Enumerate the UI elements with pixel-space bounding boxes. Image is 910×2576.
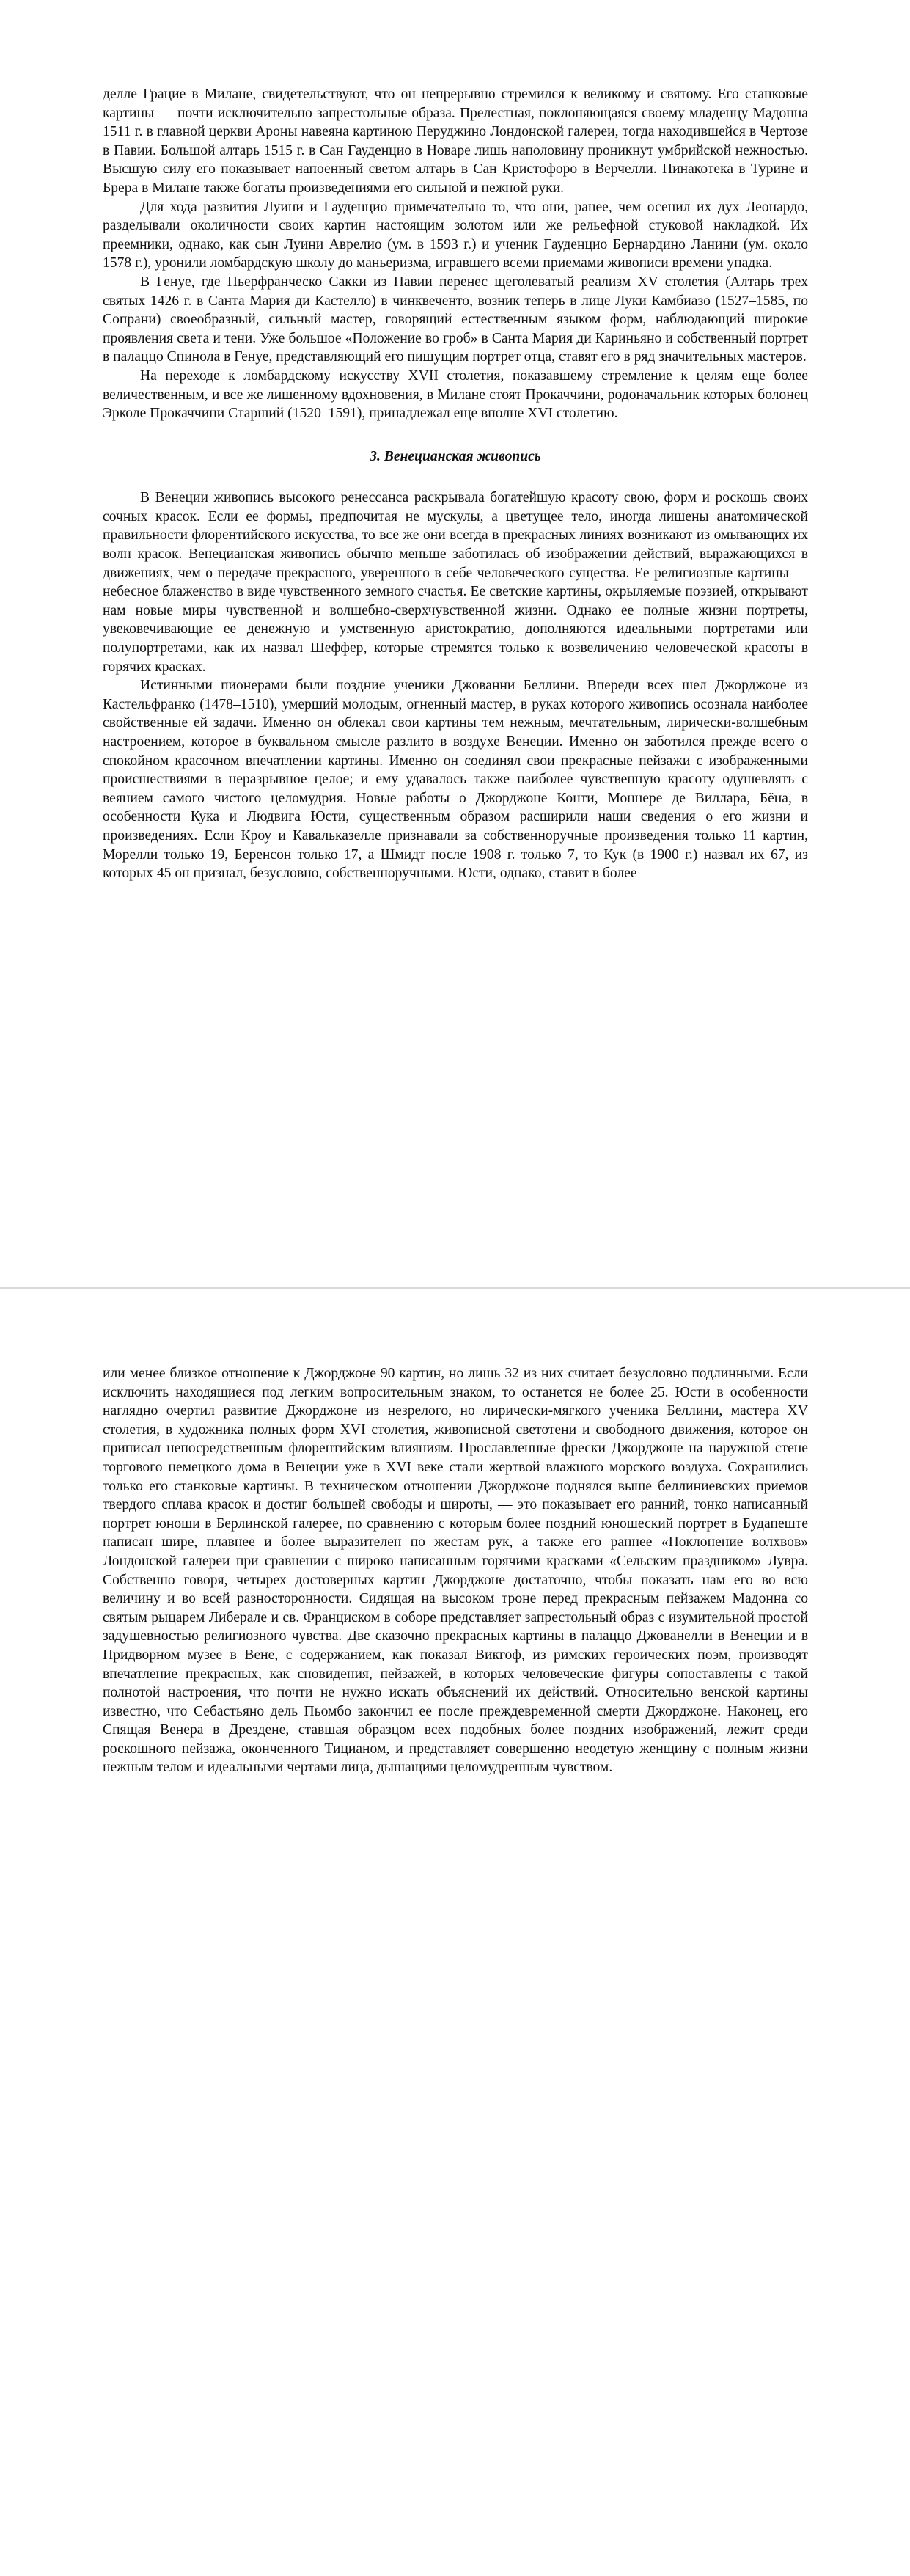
section-heading: 3. Венецианская живопись	[370, 448, 541, 464]
paragraph: В Венеции живопись высокого ренессанса раскрывала богатейшую красоту свою, форм и роскошь своих сочных красок. Если ее формы, предпочитая не мускулы, а цветущее тело, иногда лишены анатомической правильности флорентийского искусства, то все же они всегда в прекрасных линиях возникают из омывающих их волн красок. Венецианская живопись обычно меньше заботилась об изображении действий, выражающихся в движениях, чем о передаче прекрасного, уверенного в себе человеческого существа. Ее религиозные картины — небесное блаженство в виде чувственного земного счастья. Ее светские картины, окрыляемые поэзией, открывают нам новые миры чувственной и волшебно-сверхчувственной жизни. Однако ее полные жизни портреты, увековечивающие ее денежную и умственную аристократию, дополняются идеальными портретами или полупортретами, как их назвал Шеффер, которые стремятся только к возвеличению человеческой красоты в горячих красках.	[103, 490, 808, 675]
paragraph: или менее близкое отношение к Джорджоне 90 картин, но лишь 32 из них считает безусловно подлинными. Если исключить находящиеся под легким вопросительным знаком, то останется не более 25. Юсти в особенности наглядно очертил развитие Джорджоне из незрелого, но лирически-мягкого ученика Беллини, мастера XV столетия, в художника полных форм XVI столетия, живописной светотени и свободного движения, которое он приписал непосредственным флорентийским влияниям. Прославленные фрески Джорджоне на наружной стене торгового немецкого дома в Венеции уже в XVI веке стали жертвой влажного морского воздуха. Сохранились только его станковые картины. В техническом отношении Джорджоне поднялся выше беллиниевских приемов твердого сплава красок и достиг большей свободы и широты, — это показывает его ранний, тонко написанный портрет юноши в Берлинской галерее, по сравнению с которым более поздний юношеский портрет в Будапеште написан шире, плавнее и более выразителен по жестам рук, а также его раннее «Поклонение волхвов» Лондонской галереи при сравнении с широко написанным горячими красками «Сельским праздником» Лувра. Собственно говоря, четырех достоверных картин Джорджоне достаточно, чтобы показать нам его во всю величину и во всей разносторонности. Сидящая на высоком троне перед прекрасным пейзажем Мадонна со святым рыцарем Либерале и св. Франциском в соборе представляет запрестольный образ с изумительной простой задушевностью религиозного чувства. Две сказочно прекрасных картины в палаццо Джованелли в Венеции и в Придворном музее в Вене, с содержанием, как показал Викгоф, из римских героических поэм, производят впечатление прекрасных, как сновидения, пейзажей, в которых человеческие фигуры сопоставлены с такой полнотой настроения, что почти не нужно искать объяснений их действий. Относительно венской картины известно, что Себастьяно дель Пьомбо закончил ее после преждевременной смерти Джорджоне. Наконец, его Спящая Венера в Дрездене, ставшая образцом всех подобных более поздних изображений, лежит среди роскошного пейзажа, оконченного Тицианом, и представляет совершенно неодетую женщину с полным жизни нежным телом и идеальными чертами лица, дышащими целомудренным чувством.	[103, 1366, 808, 1776]
paragraph: Для хода развития Луини и Гауденцио примечательно то, что они, ранее, чем осенил их дух Леонардо, разделывали околичности своих картин настоящим золотом или же рельефной стуковой накладкой. Их преемники, однако, как сын Луини Аврелио (ум. в 1593 г.) и ученик Гауденцио Бернардино Ланини (ум. около 1578 г.), уронили ломбардскую школу до маньеризма, игравшего всеми приемами живописи времени упадка.	[103, 199, 808, 271]
paragraph: В Генуе, где Пьерфранческо Сакки из Павии перенес щеголеватый реализм XV столетия (Алтарь трех святых 1426 г. в Санта Мария ди Кастелло) в чинквеченто, возник теперь в лице Луки Камбиазо (1527–1585, по Сопрани) своеобразный, сильный мастер, говорящий естественным языком форм, наблюдающий широкие проявления света и тени. Уже большое «Положение во гроб» в Санта Мария ди Кариньяно и собственный портрет в палаццо Спинола в Генуе, представляющий его пишущим портрет отца, ставят его в ряд значительных мастеров.	[103, 274, 808, 365]
paragraph: Истинными пионерами были поздние ученики Джованни Беллини. Впереди всех шел Джорджоне из Кастельфранко (1478–1510), умерший молодым, огненный мастер, в руках которого живопись осознала наиболее свойственные ей задачи. Именно он облекал свои картины тем нежным, мечтательным, лирически-волшебным настроением, которое в буквальном смысле разлито в воздухе Венеции. Именно он заботился прежде всего о спокойном красочном впечатлении картины. Именно он соединял свои прекрасные пейзажи с изображенными происшествиями в неразрывное целое; и ему удавалось также наиболее чувственную красоту одушевлять с веянием самого чистого целомудрия. Новые работы о Джорджоне Конти, Моннере де Виллара, Бёна, в особенности Кука и Людвига Юсти, существенным образом расширили наши сведения о его жизни и произведениях. Если Кроу и Кавальказелле признавали за собственноручные произведения только 11 картин, Морелли только 19, Беренсон только 17, а Шмидт после 1908 г. только 7, то Кук (в 1900 г.) назвал их 67, из которых 45 он признал, безусловно, собственноручными. Юсти, однако, ставит в более	[103, 678, 808, 882]
paragraph: На переходе к ломбардскому искусству XVII столетия, показавшему стремление к целям еще более величественным, и все же лишенному вдохновения, в Милане стоят Прокаччини, родоначальник которых болонец Эрколе Прокаччини Старший (1520–1591), принадлежал еще вполне XVI столетию.	[103, 367, 808, 422]
page-2-text	[103, 1364, 808, 1777]
page-1-text	[103, 85, 808, 883]
paragraph: делле Грацие в Милане, свидетельствуют, что он непрерывно стремился к великому и святому. Его станковые картины — почти исключительно запрестольные образа. Прелестная, поклоняющаяся своему младенцу Мадонна 1511 г. в главной церкви Ароны навеяна картиною Перуджино Лондонской галереи, тогда находившейся в Чертозе в Павии. Большой алтарь 1515 г. в Сан Гауденцио в Новаре лишь наполовину проникнут умбрийской нежностью. Высшую силу его показывает напоенный светом алтарь в Сан Кристофоро в Верчелли. Пинакотека в Турине и Брера в Милане также богаты произведениями его сильной и нежной руки.	[103, 87, 808, 196]
